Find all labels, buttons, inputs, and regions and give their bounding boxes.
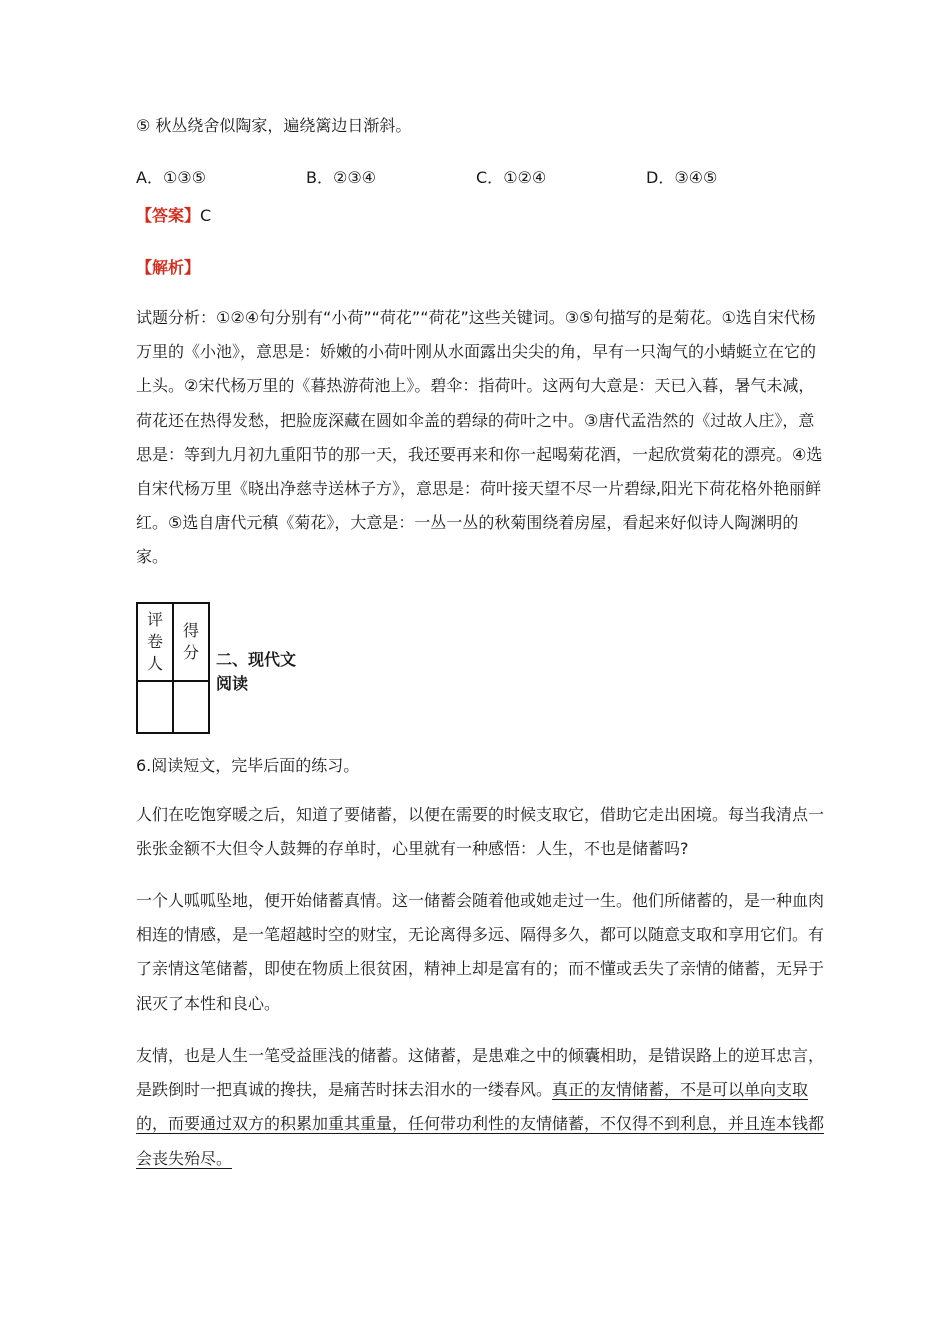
option-letter: B． [306,168,333,187]
option-letter: C． [476,168,504,187]
question-6-prompt: 6.阅读短文，完毕后面的练习。 [136,756,360,775]
option-a [136,168,206,188]
option-letter: D． [646,168,675,187]
option-d [646,168,717,188]
section-title: 二、现代文阅读 [216,650,297,693]
analysis-tag: 【解析】 [136,258,201,277]
question-5-item-5: ⑤ 秋丛绕舍似陶家，遍绕篱边日渐斜。 [136,116,412,135]
option-value: ①③⑤ [162,168,206,187]
option-value: ②③④ [332,168,377,187]
passage-paragraph-3 [136,1039,826,1176]
answer-tag: 【答案】 [136,206,201,225]
score-blank-cell [173,681,209,733]
option-letter: A． [136,168,163,187]
option-c [476,168,546,188]
option-b [306,168,376,188]
underlined-sentence: 真正的友情储蓄，不是可以单向支取的，而要通过双方的积累加重其重量，任何带功利性的友情储蓄，不仅得不到利息，并且连本钱都会丧失殆尽。 [136,1080,825,1168]
analysis-text [136,301,826,575]
score-table [136,602,210,734]
paragraph-text: 友情，也是人生一笔受益匪浅的储蓄。这储蓄，是患难之中的倾囊相助，是错误路上的逆耳忠言，是跌倒时一把真诚的搀扶，是痛苦时抹去泪水的一缕春风。 [136,1046,825,1100]
passage-paragraph-1 [136,798,826,866]
answer-line [136,206,211,226]
analysis-paragraph: 试题分析：①②④句分别有“小荷”“荷花”“荷花”这些关键词。③⑤句描写的是菊花。①选自宋代杨万里的《小池》，意思是：娇嫩的小荷叶刚从水面露出尖尖的角，早有一只淘气的小蜻蜓立在它的上头。②宋代杨万里的《暮热游荷池上》。碧伞：指荷叶。这两句大意是：天已入暮，暑气未减，荷花还在热得发愁，把脸庞深藏在圆如伞盖的碧绿的荷叶之中。③唐代孟浩然的《过故人庄》，意思是：等到九月初九重阳节的那一天，我还要再来和你一起喝菊花酒，一起欣赏菊花的漂亮。④选自宋代杨万里《晓出净慈寺送林子方》，意思是：荷叶接天望不尽一片碧绿,阳光下荷花格外艳丽鲜红。⑤选自唐代元稹《菊花》，大意是：一丛一丛的秋菊围绕着房屋，看起来好似诗人陶渊明的家。 [136,308,823,567]
score-cell [173,603,209,681]
paragraph-text: 人们在吃饱穿暖之后，知道了要储蓄，以便在需要的时候支取它，借助它走出困境。每当我清点一张张金额不大但令人鼓舞的存单时，心里就有一种感悟：人生，不也是储蓄吗? [136,805,825,859]
option-value: ①②④ [503,168,547,187]
paragraph-text: 一个人呱呱坠地，便开始储蓄真情。这一储蓄会随着他或她走过一生。他们所储蓄的，是一种血肉相连的情感，是一笔超越时空的财宝，无论离得多远、隔得多久，都可以随意支取和享用它们。有了亲情这笔储蓄，即使在物质上很贫困，精神上却是富有的；而不懂或丢失了亲情的储蓄，无异于泯灭了本性和良心。 [136,891,825,1013]
option-value: ③④⑤ [674,168,718,187]
answer-value: C [200,206,212,225]
reviewer-label: 评卷人 [147,610,164,673]
answer-options [136,168,836,190]
reviewer-cell [137,603,173,681]
reviewer-blank-cell [137,681,173,733]
passage-paragraph-2 [136,884,826,1021]
score-label: 得分 [183,621,200,662]
